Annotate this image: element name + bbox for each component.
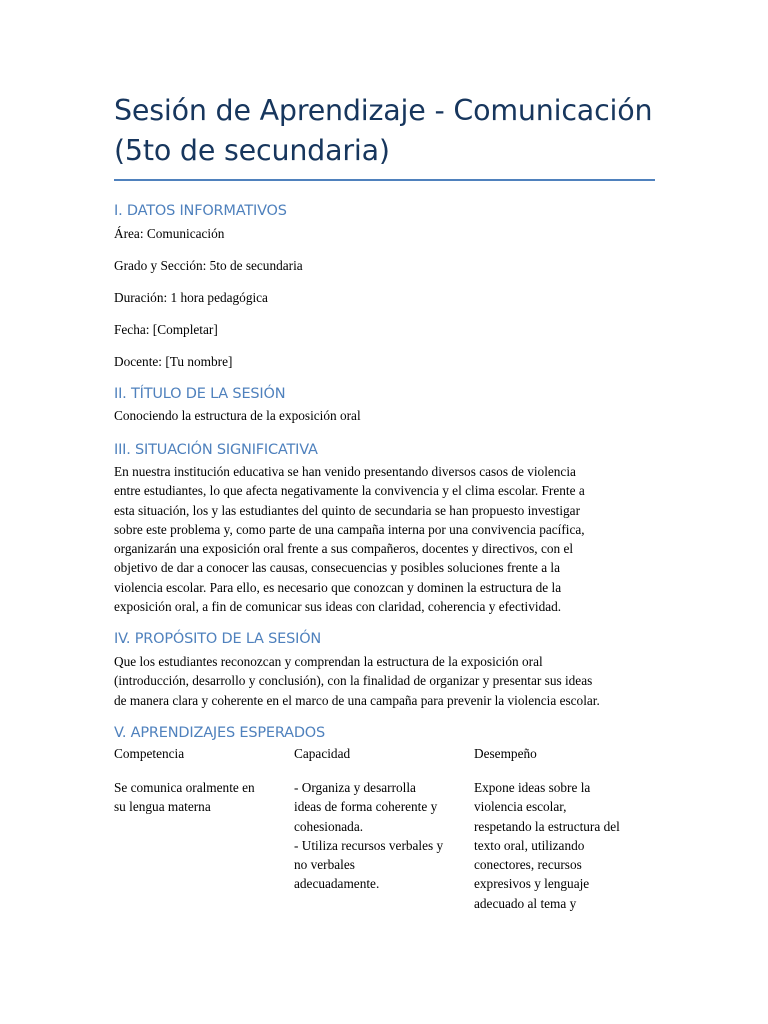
situacion-line: organizarán una exposición oral frente a sus compañeros, docentes y directivos, con el — [114, 541, 574, 557]
cell-desempeno — [474, 778, 655, 913]
cell-line: Expone ideas sobre la — [474, 780, 591, 795]
proposito-line: Que los estudiantes reconozcan y comprendan la estructura de la exposición oral — [114, 654, 543, 669]
datos-duracion: Duración: 1 hora pedagógica — [114, 290, 268, 305]
datos-area: Área: Comunicación — [114, 226, 225, 241]
column-header-capacidad: Capacidad — [294, 746, 351, 761]
document-title-line-2: (5to de secundaria) — [114, 134, 390, 167]
situacion-line: exposición oral, a fin de comunicar sus ideas con claridad, coherencia y efectividad. — [114, 599, 562, 615]
cell-line: no verbales — [294, 857, 355, 873]
cell-line: conectores, recursos — [474, 857, 582, 873]
document-title — [114, 91, 655, 171]
datos-fecha: Fecha: [Completar] — [114, 322, 218, 337]
heading-proposito-sesion: IV. PROPÓSITO DE LA SESIÓN — [114, 631, 322, 647]
cell-line: ideas de forma coherente y — [294, 799, 438, 815]
aprendizajes-table — [114, 744, 655, 913]
situacion-line: sobre este problema y, como parte de una campaña interna por una convivencia pacífica, — [114, 521, 585, 537]
situacion-line: violencia escolar. Para ello, es necesario que conozcan y dominen la estructura de la — [114, 579, 562, 595]
situacion-line: En nuestra institución educativa se han venido presentando diversos casos de violencia — [114, 464, 576, 479]
heading-titulo-sesion: II. TÍTULO DE LA SESIÓN — [114, 386, 286, 402]
heading-aprendizajes-esperados: V. APRENDIZAJES ESPERADOS — [114, 725, 326, 741]
cell-line: - Utiliza recursos verbales y — [294, 837, 444, 853]
cell-line: violencia escolar, — [474, 799, 567, 815]
table-row — [114, 778, 655, 913]
cell-line: texto oral, utilizando — [474, 837, 585, 853]
situacion-line: esta situación, los y las estudiantes del quinto de secundaria se han propuesto investigar — [114, 502, 581, 518]
cell-line: adecuadamente. — [294, 876, 380, 892]
cell-competencia — [114, 778, 294, 913]
titulo-sesion-text: Conociendo la estructura de la exposición oral — [114, 408, 361, 423]
situacion-line: entre estudiantes, lo que afecta negativamente la convivencia y el clima escolar. Frente a — [114, 483, 585, 499]
proposito-paragraph — [114, 652, 655, 710]
datos-grado: Grado y Sección: 5to de secundaria — [114, 258, 303, 273]
cell-line: respetando la estructura del — [474, 818, 620, 834]
cell-line: Se comunica oralmente en — [114, 780, 255, 795]
heading-datos-informativos: I. DATOS INFORMATIVOS — [114, 203, 287, 219]
situacion-paragraph — [114, 462, 655, 616]
cell-line: su lengua materna — [114, 799, 211, 815]
cell-line: cohesionada. — [294, 818, 364, 834]
cell-line: expresivos y lenguaje — [474, 876, 590, 892]
proposito-line: (introducción, desarrollo y conclusión), con la finalidad de organizar y presentar sus ideas — [114, 673, 593, 689]
column-header-desempeno: Desempeño — [474, 746, 537, 761]
cell-capacidad — [294, 778, 474, 913]
title-underline-rule — [114, 179, 655, 181]
proposito-line: de manera clara y coherente en el marco de una campaña para prevenir la violencia escolar. — [114, 692, 600, 708]
heading-situacion-significativa: III. SITUACIÓN SIGNIFICATIVA — [114, 442, 318, 458]
cell-line: adecuado al tema y — [474, 895, 577, 911]
cell-line: - Organiza y desarrolla — [294, 780, 416, 795]
column-header-competencia: Competencia — [114, 746, 185, 761]
document-title-line-1: Sesión de Aprendizaje - Comunicación — [114, 94, 653, 127]
datos-docente: Docente: [Tu nombre] — [114, 354, 233, 369]
situacion-line: objetivo de dar a conocer las causas, consecuencias y posibles soluciones frente a la — [114, 560, 561, 576]
table-header-row — [114, 744, 655, 778]
